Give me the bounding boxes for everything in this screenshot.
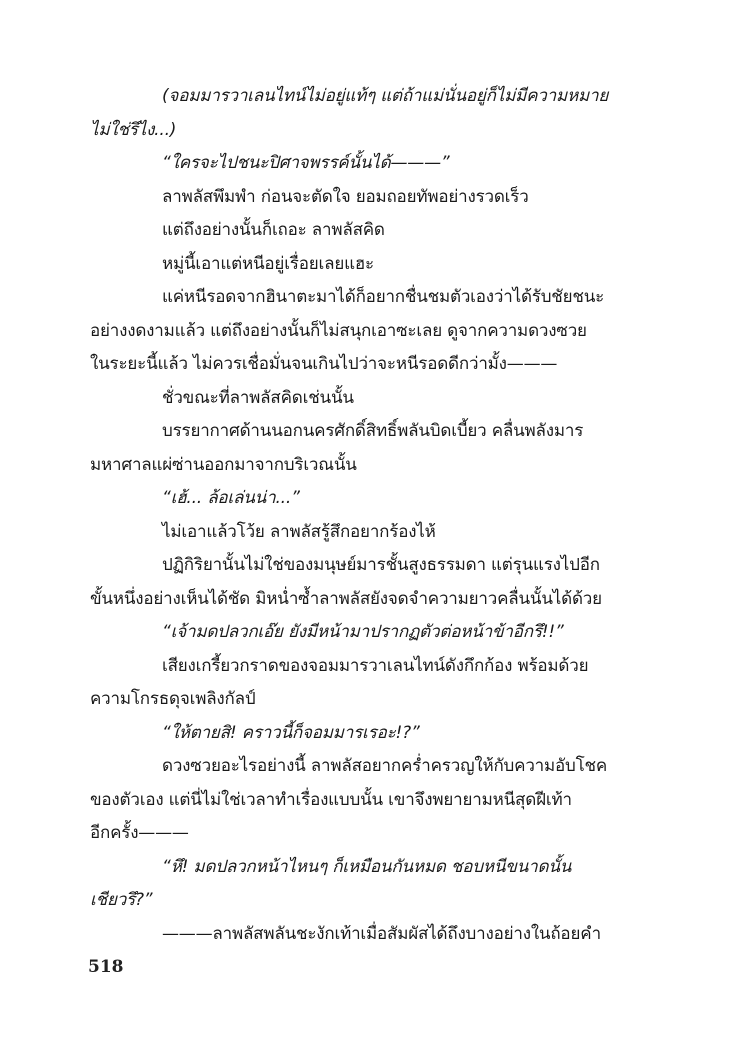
text-line: เชียวรึ?” [90, 890, 153, 910]
text-line: “ใครจะไปชนะปิศาจพรรค์นั้นได้———” [162, 153, 450, 173]
text-line: “เจ้ามดปลวกเอ๊ย ยังมีหน้ามาปรากฏตัวต่อหน้าข้าอีกรึ!!” [162, 622, 564, 642]
text-line: (จอมมารวาเลนไทน์ไม่อยู่แท้ๆ แต่ถ้าแม่นั่นอยู่ก็ไม่มีความหมาย [162, 86, 609, 106]
text-line: “ให้ตายสิ! คราวนี้ก็จอมมารเรอะ!?” [162, 722, 420, 743]
text-line: ———ลาพลัสพลันชะงักเท้าเมื่อสัมผัสได้ถึงบางอย่างในถ้อยคำ [162, 923, 601, 944]
text-line: ของตัวเอง แต่นี่ไม่ใช่เวลาทำเรื่องแบบนั้น เขาจึงพยายามหนีสุดฝีเท้า [90, 789, 572, 810]
page-number: 518 [88, 957, 124, 977]
text-line: แต่ถึงอย่างนั้นก็เถอะ ลาพลัสคิด [162, 220, 385, 240]
text-line: อย่างงดงามแล้ว แต่ถึงอย่างนั้นก็ไม่สนุกเอาซะเลย ดูจากความดวงซวย [90, 320, 587, 341]
text-line: ไม่เอาแล้วโว้ย ลาพลัสรู้สึกอยากร้องไห้ [162, 521, 436, 542]
text-line: “เฮ้... ล้อเล่นน่า...” [162, 488, 300, 508]
text-line: มหาศาลแผ่ซ่านออกมาจากบริเวณนั้น [90, 454, 357, 475]
text-line: ดวงซวยอะไรอย่างนี้ ลาพลัสอยากคร่ำครวญให้กับความอับโชค [162, 756, 608, 776]
text-line: ลาพลัสพึมพำ ก่อนจะตัดใจ ยอมถอยทัพอย่างรวดเร็ว [162, 186, 529, 207]
text-line: “หึ! มดปลวกหน้าไหนๆ ก็เหมือนกันหมด ชอบหนีขนาดนั้น [162, 856, 572, 877]
text-line: เสียงเกรี้ยวกราดของจอมมารวาเลนไทน์ดังกึกก้อง พร้อมด้วย [162, 655, 589, 676]
text-line: ปฏิกิริยานั้นไม่ใช่ของมนุษย์มารชั้นสูงธรรมดา แต่รุนแรงไปอีก [162, 555, 600, 575]
text-line: บรรยากาศด้านนอกนครศักดิ์สิทธิ์พลันบิดเบี้ยว คลื่นพลังมาร [162, 421, 584, 441]
text-line: หมู่นี้เอาแต่หนีอยู่เรื่อยเลยแฮะ [162, 253, 374, 274]
body-text [90, 80, 652, 951]
text-line: ในระยะนี้แล้ว ไม่ควรเชื่อมั่นจนเกินไปว่าจะหนีรอดดีกว่ามั้ง——— [90, 354, 558, 374]
text-line: ความโกรธดุจเพลิงกัลป์ [90, 689, 256, 709]
text-line: อีกครั้ง——— [90, 823, 189, 843]
text-line: แค่หนีรอดจากฮินาตะมาได้ก็อยากชื่นชมตัวเองว่าได้รับชัยชนะ [162, 287, 605, 307]
text-line: ไม่ใช่รึไง...) [90, 119, 177, 140]
text-line: ชั่วขณะที่ลาพลัสคิดเช่นนั้น [162, 387, 354, 408]
text-line: ขั้นหนึ่งอย่างเห็นได้ชัด มิหน่ำซ้ำลาพลัสยังจดจำความยาวคลื่นนั้นได้ด้วย [90, 588, 602, 609]
